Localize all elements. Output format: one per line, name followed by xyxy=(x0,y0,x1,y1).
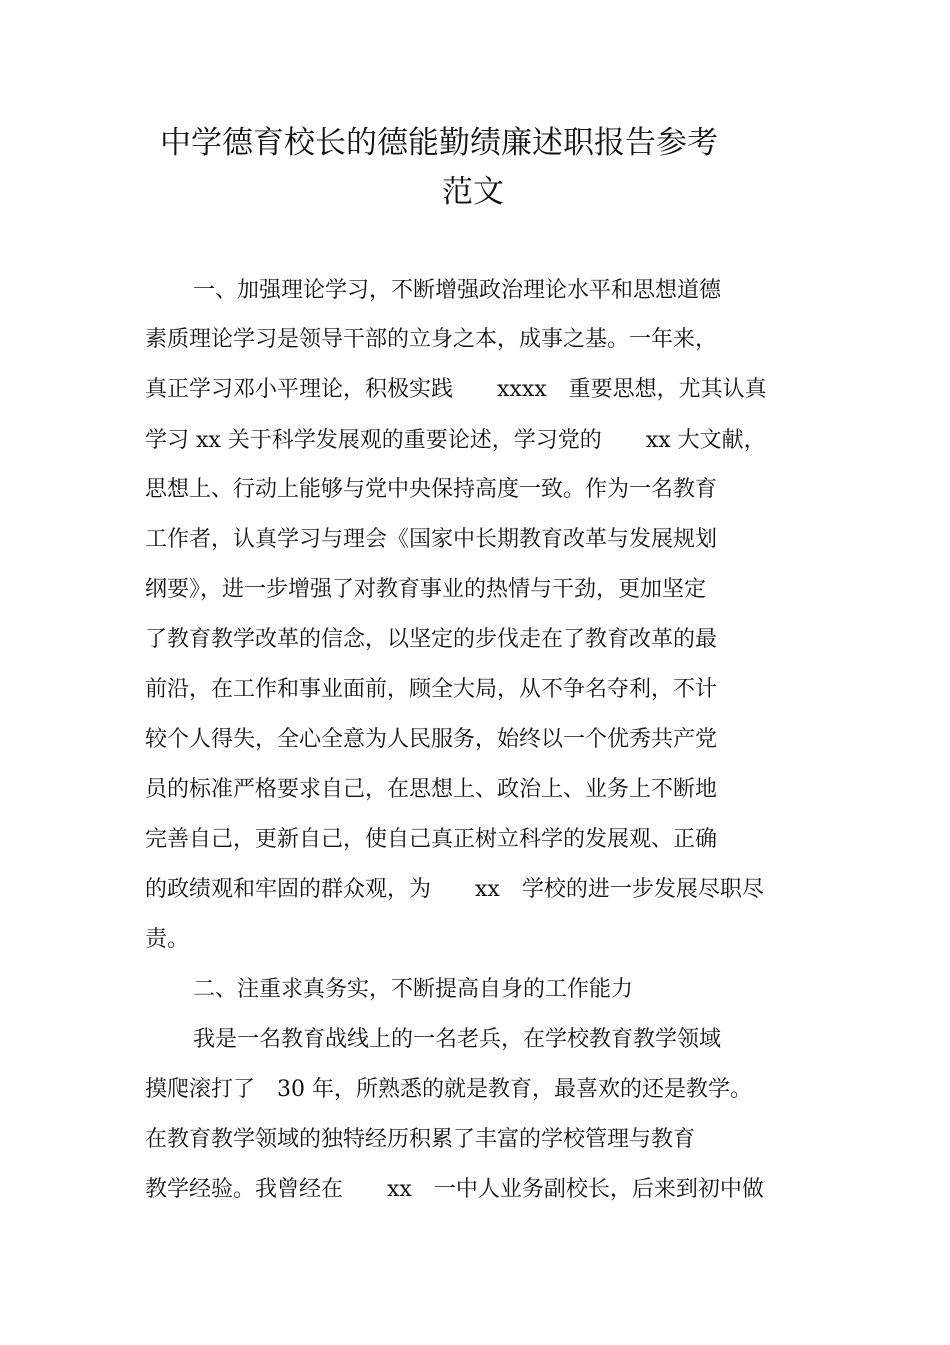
paragraph-line: 较个人得失，全心全意为人民服务，始终以一个优秀共产党 xyxy=(145,727,718,752)
paragraph-line: 完善自己，更新自己，使自己真正树立科学的发展观、正确 xyxy=(145,827,718,852)
section-heading: 二、注重求真务实，不断提高自身的工作能力 xyxy=(193,977,634,1002)
paragraph-line: 思想上、行动上能够与党中央保持高度一致。作为一名教育 xyxy=(145,477,718,502)
paragraph-line: 素质理论学习是领导干部的立身之本，成事之基。一年来， xyxy=(145,327,718,352)
paragraph-line: 的政绩观和牢固的群众观，为 xx 学校的进一步发展尽职尽 xyxy=(145,877,764,902)
paragraph-line: 员的标准严格要求自己，在思想上、政治上、业务上不断地 xyxy=(145,777,718,802)
document-title-line-2: 范文 xyxy=(442,174,504,210)
paragraph-line: 学习 xx 关于科学发展观的重要论述，学习党的 xx 大文献， xyxy=(145,428,766,453)
paragraph-line: 摸爬滚打了 30 年，所熟悉的就是教育，最喜欢的还是教学。 xyxy=(145,1077,752,1102)
paragraph-line: 教学经验。我曾经在 xx 一中人业务副校长，后来到初中做 xyxy=(145,1177,764,1202)
document-title-line-1: 中学德育校长的德能勤绩廉述职报告参考 xyxy=(160,125,718,161)
paragraph-line: 一、加强理论学习，不断增强政治理论水平和思想道德 xyxy=(193,278,722,303)
paragraph-line: 在教育教学领域的独特经历积累了丰富的学校管理与教育 xyxy=(145,1127,696,1152)
paragraph-line: 纲要》，进一步增强了对教育事业的热情与干劲，更加坚定 xyxy=(145,577,707,602)
paragraph-line: 工作者，认真学习与理会《国家中长期教育改革与发展规划 xyxy=(145,527,718,552)
paragraph-line: 前沿，在工作和事业面前，顾全大局，从不争名夺利，不计 xyxy=(145,677,718,702)
paragraph-line: 了教育教学改革的信念，以坚定的步伐走在了教育改革的最 xyxy=(145,627,718,652)
paragraph-line: 我是一名教育战线上的一名老兵，在学校教育教学领域 xyxy=(193,1027,722,1052)
paragraph-line: 真正学习邓小平理论，积极实践 xxxx 重要思想，尤其认真 xyxy=(145,377,767,402)
paragraph-line: 责。 xyxy=(145,927,190,952)
